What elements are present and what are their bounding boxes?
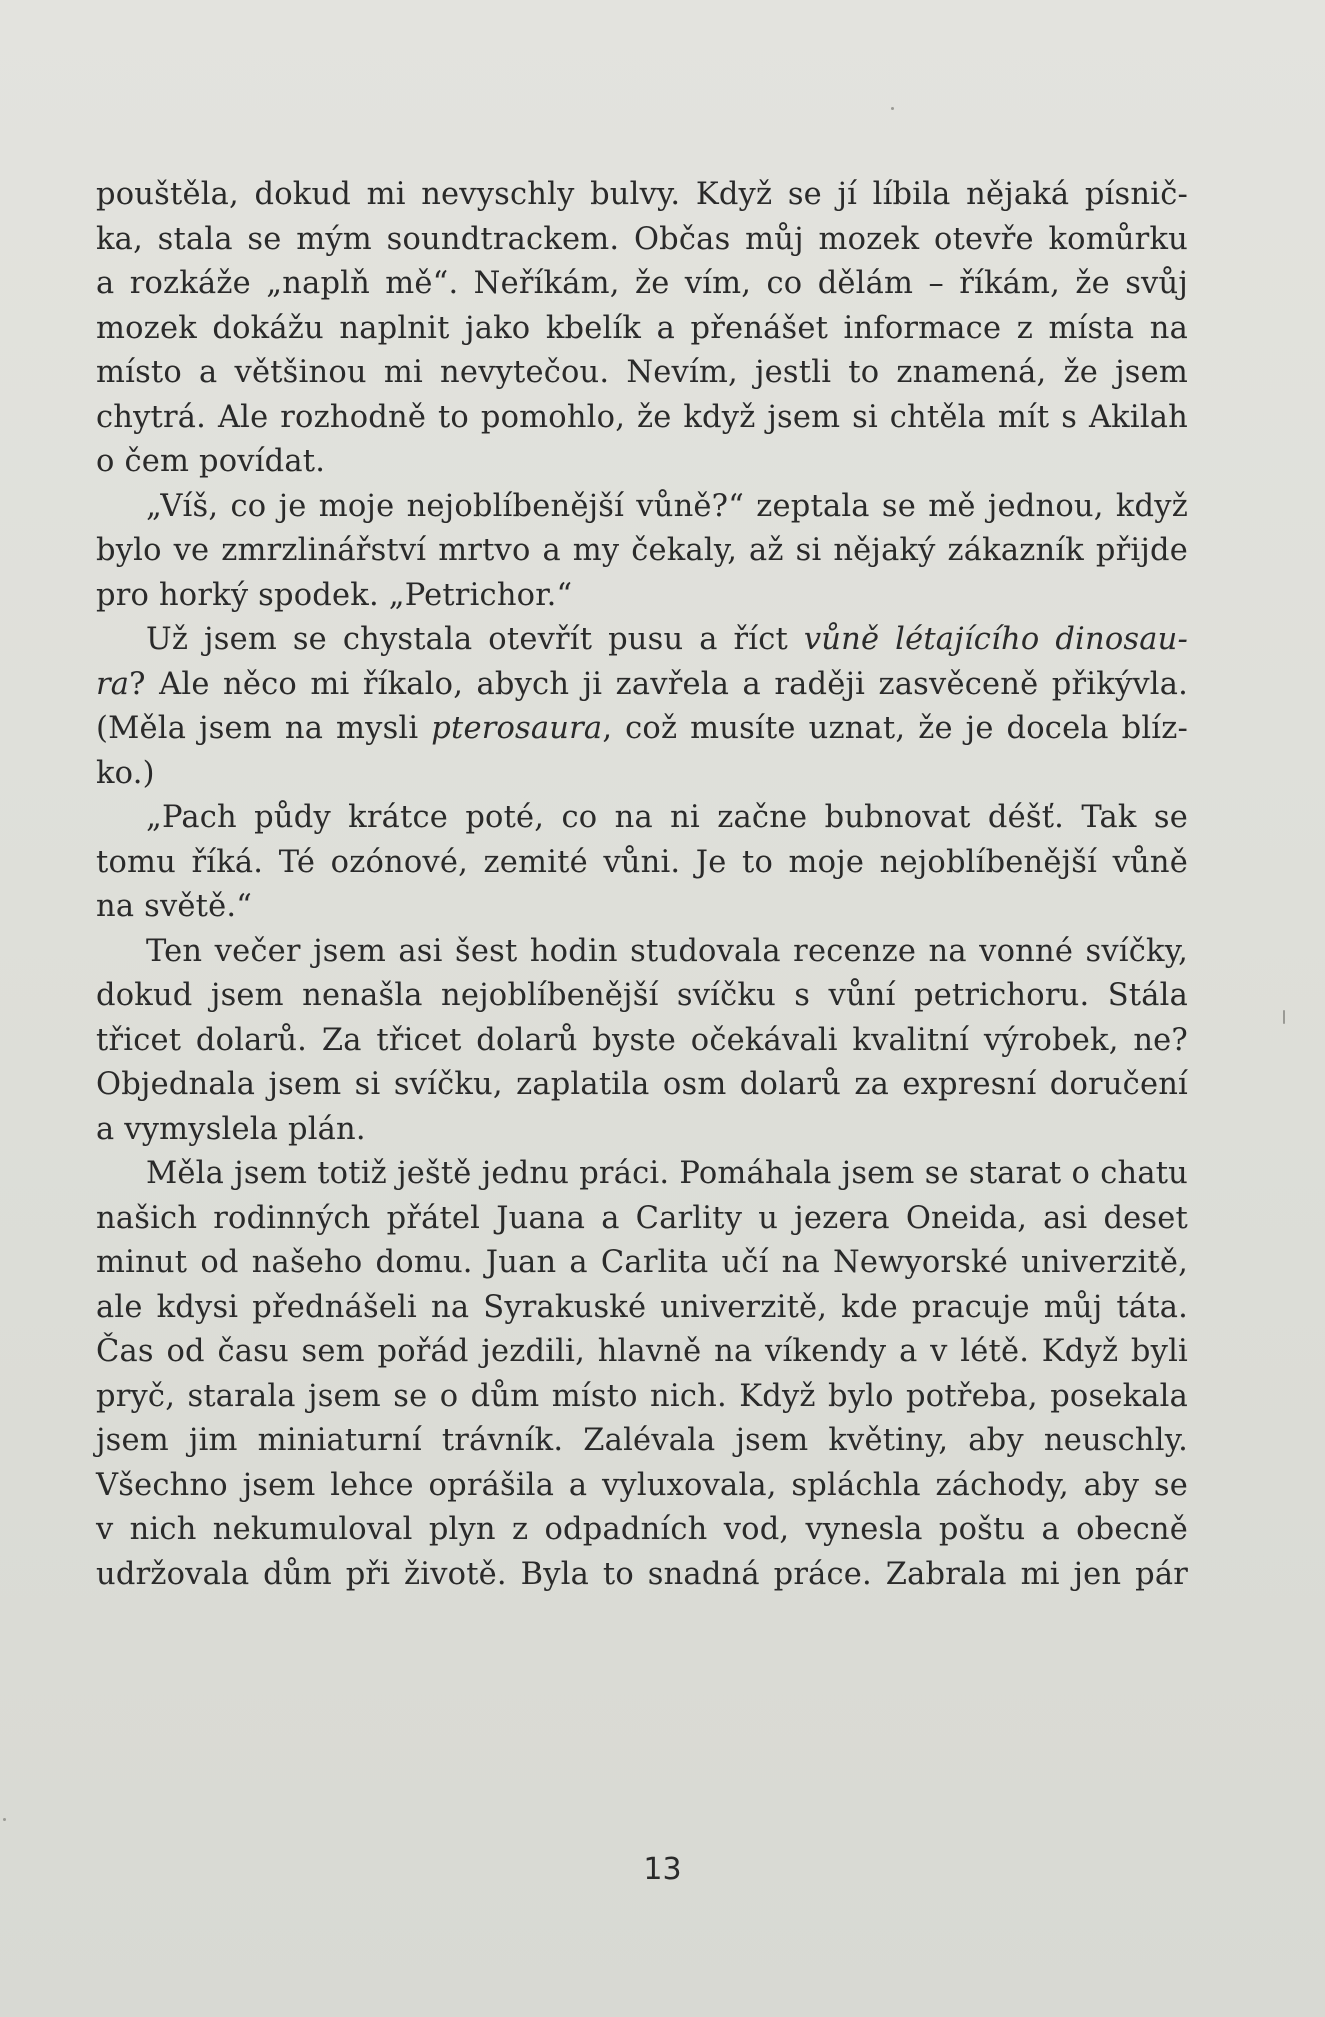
text-line: ale kdysi přednášeli na Syrakuské univerzitě, kde pracuje můj táta. <box>96 1289 1188 1325</box>
page-number: 13 <box>643 1852 682 1887</box>
paragraph-2 <box>96 485 1188 619</box>
paragraph-6 <box>96 1152 1188 1597</box>
text-line <box>96 618 1188 663</box>
text-line: Všechno jsem lehce oprášila a vyluxovala, spláchla záchody, aby se <box>96 1467 1188 1503</box>
text-line: pouštěla, dokud mi nevyschly bulvy. Když se jí líbila nějaká písnič- <box>96 177 1188 212</box>
text-line: jsem jim miniaturní trávník. Zalévala jsem květiny, aby neuschly. <box>96 1423 1188 1458</box>
paragraph-5 <box>96 930 1188 1153</box>
italic-text: ra <box>96 666 130 702</box>
text-line: místo a většinou mi nevytečou. Nevím, jestli to znamená, že jsem <box>96 355 1188 390</box>
text-run: Už jsem se chystala otevřít pusu a říct <box>146 622 804 657</box>
italic-text: vůně létajícího dinosau- <box>803 622 1188 657</box>
text-line <box>96 663 1188 708</box>
text-line: chytrá. Ale rozhodně to pomohlo, že když jsem si chtěla mít s Akilah <box>96 399 1188 435</box>
text-line: našich rodinných přátel Juana a Carlity u jezera Oneida, asi deset <box>96 1200 1188 1236</box>
text-line: v nich nekumuloval plyn z odpadních vod, vynesla poštu a obecně <box>96 1512 1188 1547</box>
paragraph-3 <box>96 618 1188 796</box>
text-line: Objednala jsem si svíčku, zaplatila osm dolarů za expresní doručení <box>96 1067 1188 1102</box>
text-line <box>96 752 1188 797</box>
text-line: pro horký spodek. „Petrichor.“ <box>96 577 573 613</box>
paper-speck <box>3 1818 6 1821</box>
text-line: třicet dolarů. Za třicet dolarů byste očekávali kvalitní výrobek, ne? <box>96 1022 1188 1058</box>
paragraph-1 <box>96 173 1188 485</box>
text-line: Čas od času sem pořád jezdili, hlavně na víkendy a v létě. Když byli <box>96 1334 1188 1369</box>
text-line: pryč, starala jsem se o dům místo nich. Když bylo potřeba, posekala <box>96 1378 1188 1414</box>
text-line: minut od našeho domu. Juan a Carlita učí na Newyorské univerzitě, <box>96 1245 1188 1280</box>
text-line: Měla jsem totiž ještě jednu práci. Pomáhala jsem se starat o chatu <box>146 1156 1188 1191</box>
paper-speck <box>1283 1010 1285 1024</box>
text-line: „Pach půdy krátce poté, co na ni začne bubnovat déšť. Tak se <box>146 800 1188 835</box>
text-line: udržovala dům při životě. Byla to snadná práce. Zabrala mi jen pár <box>96 1556 1188 1592</box>
text-run: ? Ale něco mi říkalo, abych ji zavřela a raději zasvěceně přikývla. <box>129 666 1188 702</box>
italic-text: pterosaura <box>431 711 603 746</box>
paragraph-4 <box>96 796 1188 930</box>
text-line: o čem povídat. <box>96 444 326 479</box>
text-run: (Měla jsem na mysli <box>96 711 432 746</box>
text-line: „Víš, co je moje nejoblíbenější vůně?“ zeptala se mě jednou, když <box>146 488 1188 524</box>
text-line: a rozkáže „naplň mě“. Neříkám, že vím, co dělám – říkám, že svůj <box>96 266 1188 301</box>
text-line <box>96 707 1188 752</box>
body-text <box>96 173 1188 1597</box>
text-run: ko.) <box>96 755 155 791</box>
text-line: a vymyslela plán. <box>96 1111 366 1147</box>
text-line: Ten večer jsem asi šest hodin studovala recenze na vonné svíčky, <box>146 933 1188 969</box>
text-line: bylo ve zmrzlinářství mrtvo a my čekaly, až si nějaký zákazník přijde <box>96 533 1188 568</box>
paper-speck <box>891 107 894 110</box>
text-line: tomu říká. Té ozónové, zemité vůni. Je to moje nejoblíbenější vůně <box>96 844 1188 880</box>
text-run: , což musíte uznat, že je docela blíz- <box>602 711 1189 746</box>
text-line: ka, stala se mým soundtrackem. Občas můj mozek otevře komůrku <box>96 221 1188 257</box>
text-line: na světě.“ <box>96 889 253 924</box>
text-line: mozek dokážu naplnit jako kbelík a přenášet informace z místa na <box>96 310 1188 346</box>
text-line: dokud jsem nenašla nejoblíbenější svíčku s vůní petrichoru. Stála <box>96 978 1188 1013</box>
